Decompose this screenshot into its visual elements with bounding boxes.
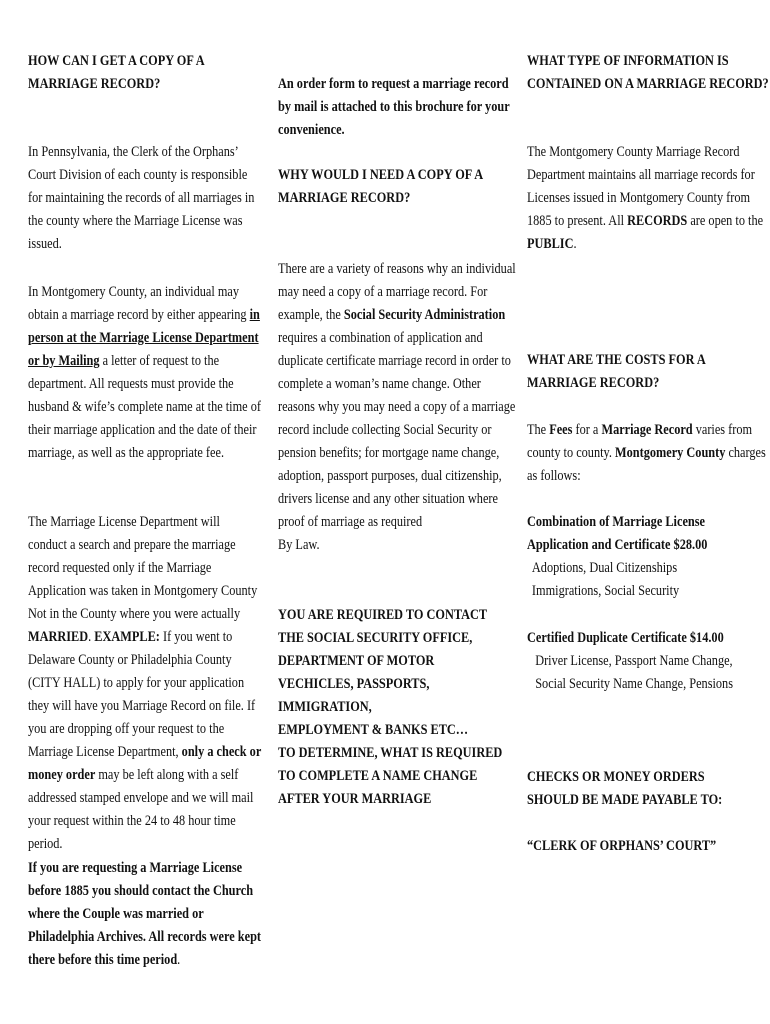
fee-duplicate-use: Driver License, Passport Name Change, xyxy=(535,653,733,669)
fee-combination-use: Adoptions, Dual Citizenships xyxy=(531,560,678,576)
heading-costs: WHAT ARE THE COSTS FOR A MARRIAGE RECORD? xyxy=(527,352,706,391)
checks-payable-heading: CHECKS OR MONEY ORDERS SHOULD BE MADE PAYABLE TO: xyxy=(527,769,723,808)
payee-name: “CLERK OF ORPHANS’ COURT” xyxy=(527,838,717,854)
paragraph-search-conditions: The Marriage License Department will conduct a search and prepare the marriage record requested only if the Marriage Application was taken in Montgomery County Not in the County where you were actually MARRIED. EXAMPLE: If you went to Delaware County or Philadelphia County (CITY HALL) to apply for your application they will have you Marriage Record on file. If you are dropping off your request to the Marriage License Department, only a check or money order may be left along with a self addressed stamped envelope and we will mail your request within the 24 to 48 hour time period. xyxy=(28,514,262,852)
fee-duplicate-use: Social Security Name Change, Pensions xyxy=(535,676,733,692)
paragraph-before-1885: If you are requesting a Marriage License before 1885 you should contact the Church where the Couple was married or Philadelphia Archives. All records were kept there before this time period. xyxy=(28,860,262,968)
paragraph-record-info: The Montgomery County Marriage Record Department maintains all marriage records for Licenses issued in Montgomery County from 1885 to present. All RECORDS are open to the PUBLIC. xyxy=(527,144,764,252)
fee-duplicate-title: Certified Duplicate Certificate $14.00 xyxy=(527,630,724,646)
notice-contact-agencies: YOU ARE REQUIRED TO CONTACT THE SOCIAL SECURITY OFFICE, DEPARTMENT OF MOTOR VECHICLES, PASSPORTS, IMMIGRATION, EMPLOYMENT & BANKS ETC… TO DETERMINE, WHAT IS REQUIRED TO COMPLETE A NAME CHANGE AFTER YOUR MARRIAGE xyxy=(278,607,503,807)
in-person-or-mail-text: in person at the Marriage License Department or by Mailing xyxy=(28,307,260,369)
fee-duplicate xyxy=(527,627,770,696)
fee-combination xyxy=(527,511,770,603)
paragraph-fees: The Fees for a Marriage Record varies from county to county. Montgomery County charges as follows: xyxy=(527,422,766,484)
heading-type-of-information: WHAT TYPE OF INFORMATION IS CONTAINED ON A MARRIAGE RECORD? xyxy=(527,53,769,92)
paragraph-reasons: There are a variety of reasons why an individual may need a copy of a marriage record. For example, the Social Security Administration requires a combination of application and duplicate certificate marriage record in order to complete a woman’s name change. Other reasons why you may need a copy of a marriage record include collecting Social Security or pension benefits; for mortgage name change, adoption, passport purposes, dual citizenship, drivers license and any other situation where proof of marriage as required By Law. xyxy=(278,261,516,553)
paragraph-pennsylvania-clerk: In Pennsylvania, the Clerk of the Orphans’ Court Division of each county is responsible for maintaining the records of all marriages in the county where the Marriage License was issued. xyxy=(28,144,255,252)
fee-combination-title: Combination of Marriage License xyxy=(527,514,705,530)
fee-combination-use: Immigrations, Social Security xyxy=(531,583,680,599)
heading-why-need-copy: WHY WOULD I NEED A COPY OF A MARRIAGE RECORD? xyxy=(278,167,483,206)
paragraph-how-to-obtain: In Montgomery County, an individual may obtain a marriage record by either appearing in person at the Marriage License Department or by Mailing a letter of request to the department. All requests must provide the husband & wife’s complete name at the time of their marriage application and the date of their marriage, as well as the appropriate fee. xyxy=(28,284,261,461)
heading-how-to-get-copy: HOW CAN I GET A COPY OF A MARRIAGE RECORD? xyxy=(28,53,204,92)
fee-combination-price: Application and Certificate $28.00 xyxy=(527,537,708,553)
order-form-note: An order form to request a marriage record by mail is attached to this brochure for your convenience. xyxy=(278,76,510,138)
